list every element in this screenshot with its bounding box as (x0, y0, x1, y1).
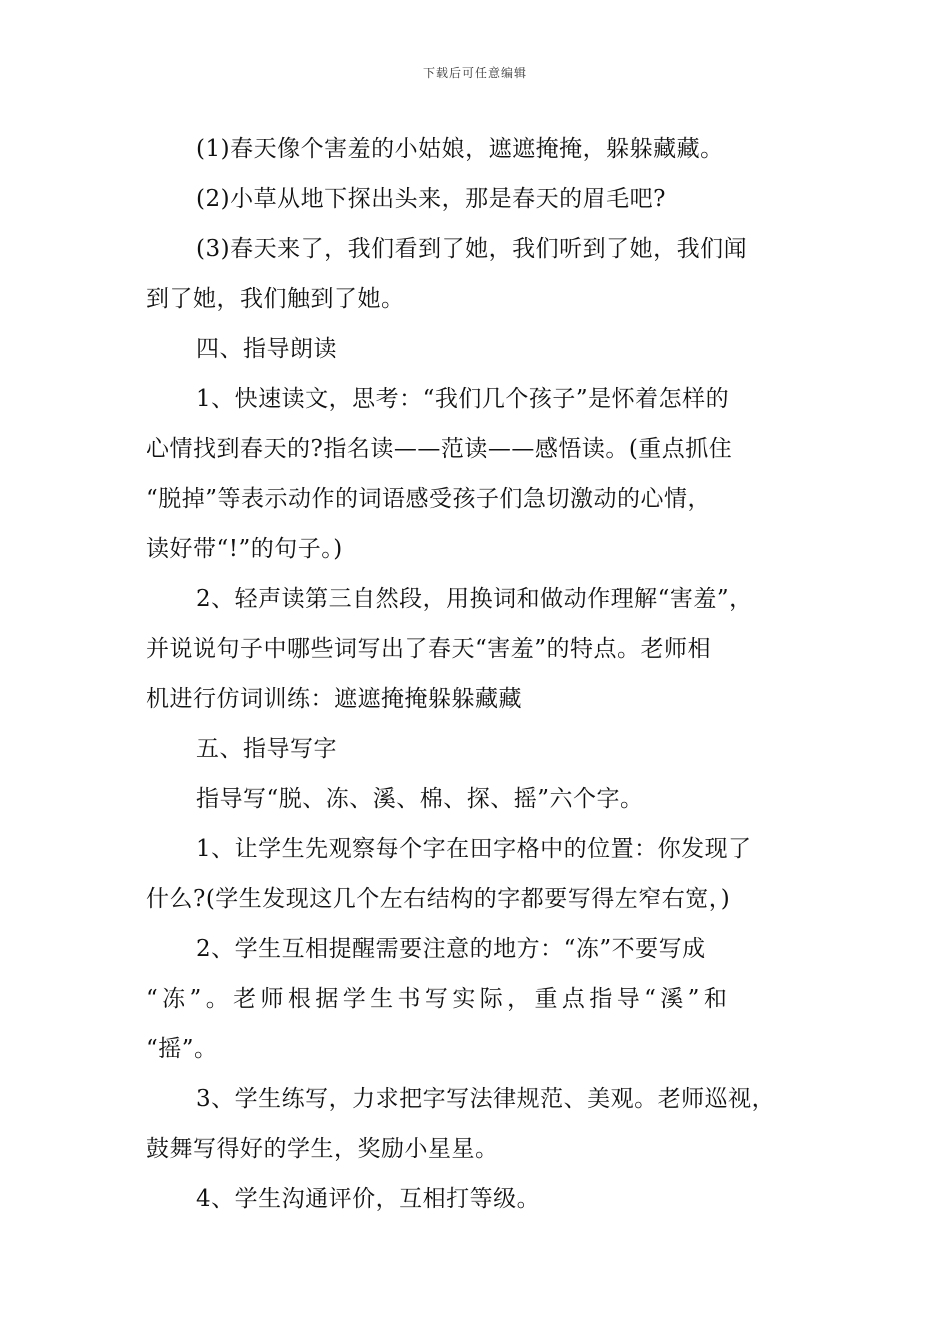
section-heading: 四、指导朗读 (196, 336, 337, 362)
paragraph-line: 并说说句子中哪些词写出了春天“害羞”的特点。老师相 (146, 636, 712, 662)
paragraph-line: 指导写“脱、冻、溪、棉、探、摇”六个字。 (196, 786, 644, 812)
section-heading: 五、指导写字 (196, 736, 337, 762)
paragraph-line: 1、快速读文，思考：“我们几个孩子”是怀着怎样的 (196, 386, 730, 412)
document-body (146, 124, 810, 1224)
paragraph-line: 到了她，我们触到了她。 (146, 286, 405, 312)
paragraph-line: 读好带“!”的句子。) (146, 536, 343, 562)
paragraph-line: “摇”。 (146, 1036, 218, 1062)
paragraph-line: 4、学生沟通评价，互相打等级。 (196, 1186, 541, 1212)
paragraph-line: 2、学生互相提醒需要注意的地方：“冻”不要写成 (196, 936, 706, 962)
paragraph-line: (3)春天来了，我们看到了她，我们听到了她，我们闻 (196, 236, 748, 262)
paragraph-line: (1)春天像个害羞的小姑娘，遮遮掩掩，躲躲藏藏。 (196, 136, 724, 162)
paragraph-line: 1、让学生先观察每个字在田字格中的位置：你发现了 (196, 836, 752, 862)
paragraph-line: (2)小草从地下探出头来，那是春天的眉毛吧? (196, 186, 666, 212)
paragraph-line: 什么?(学生发现这几个左右结构的字都要写得左窄右宽，) (146, 886, 731, 912)
paragraph-line: 鼓舞写得好的学生，奖励小星星。 (146, 1136, 499, 1162)
paragraph-line: 机进行仿词训练：遮遮掩掩躲躲藏藏 (146, 686, 522, 712)
paragraph-line: “冻”。老师根据学生书写实际，重点指导“溪”和 (146, 986, 732, 1012)
paragraph-line: 心情找到春天的?指名读——范读——感悟读。(重点抓住 (146, 436, 733, 462)
paragraph-line: 2、轻声读第三自然段，用换词和做动作理解“害羞”， (196, 586, 753, 612)
paragraph-line: 3、学生练写，力求把字写法律规范、美观。老师巡视， (196, 1086, 776, 1112)
page-header: 下载后可任意编辑 (422, 66, 527, 80)
paragraph-line: “脱掉”等表示动作的词语感受孩子们急切激动的心情， (146, 486, 712, 512)
